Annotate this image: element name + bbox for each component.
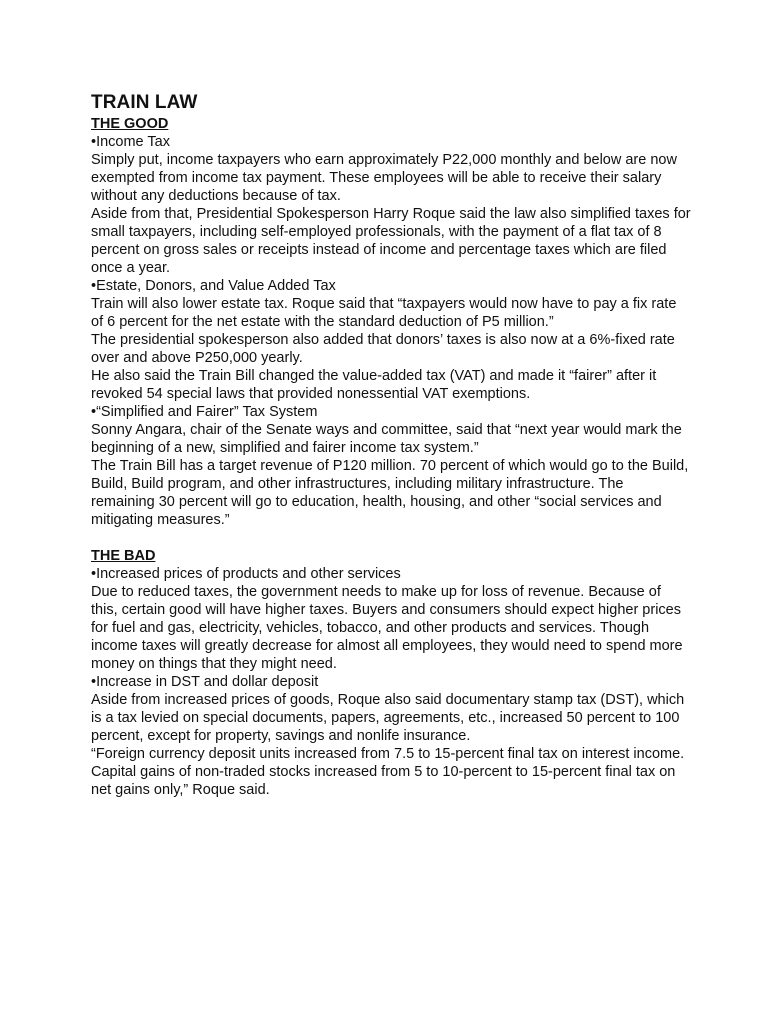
paragraph: Aside from that, Presidential Spokesperson Harry Roque said the law also simplified taxes for small taxpayers, including self-employed professionals, with the payment of a flat tax of 8 percent on gross sales or receipts instead of income and percentage taxes which are filed once a year. — [91, 206, 691, 276]
section-good — [91, 115, 691, 529]
section-heading-bad: THE BAD — [91, 548, 156, 564]
bullet-dst-dollar-deposit: •Increase in DST and dollar deposit — [91, 674, 319, 690]
paragraph: Sonny Angara, chair of the Senate ways and committee, said that “next year would mark the beginning of a new, simplified and fairer income tax system.” — [91, 422, 682, 456]
bullet-income-tax: •Income Tax — [91, 134, 170, 150]
bullet-increased-prices: •Increased prices of products and other services — [91, 566, 401, 582]
paragraph: The presidential spokesperson also added that donors’ taxes is also now at a 6%-fixed rate over and above P250,000 yearly. — [91, 332, 675, 366]
paragraph: Train will also lower estate tax. Roque said that “taxpayers would now have to pay a fix rate of 6 percent for the net estate with the standard deduction of P5 million.” — [91, 296, 677, 330]
bullet-simplified-fairer: •“Simplified and Fairer” Tax System — [91, 404, 318, 420]
paragraph: Aside from increased prices of goods, Roque also said documentary stamp tax (DST), which is a tax levied on special documents, papers, agreements, etc., increased 50 percent to 100 percent, except for property, savings and nonlife insurance. — [91, 692, 685, 744]
paragraph: “Foreign currency deposit units increased from 7.5 to 15-percent final tax on interest income. Capital gains of non-traded stocks increased from 5 to 10-percent to 15-percent final tax on net gains only,” Roque said. — [91, 746, 685, 798]
paragraph: He also said the Train Bill changed the value-added tax (VAT) and made it “fairer” after it revoked 54 special laws that provided nonessential VAT exemptions. — [91, 368, 657, 402]
document-body — [91, 91, 691, 799]
document-title: TRAIN LAW — [91, 92, 198, 113]
bullet-estate-donors-vat: •Estate, Donors, and Value Added Tax — [91, 278, 336, 294]
section-bad — [91, 547, 691, 799]
section-spacer — [91, 529, 691, 547]
paragraph: The Train Bill has a target revenue of P120 million. 70 percent of which would go to the Build, Build, Build program, and other infrastructures, including military infrastructure. The remaining 30 percent will go to education, health, housing, and other “social services and mitigating measures.” — [91, 458, 689, 528]
section-heading-good: THE GOOD — [91, 116, 169, 132]
paragraph: Simply put, income taxpayers who earn approximately P22,000 monthly and below are now exempted from income tax payment. These employees will be able to receive their salary without any deductions because of tax. — [91, 152, 677, 204]
paragraph: Due to reduced taxes, the government needs to make up for loss of revenue. Because of this, certain good will have higher taxes. Buyers and consumers should expect higher prices for fuel and gas, electricity, vehicles, tobacco, and other products and services. Though income taxes will greatly decrease for almost all employees, they would need to spend more money on things that they might need. — [91, 584, 683, 672]
